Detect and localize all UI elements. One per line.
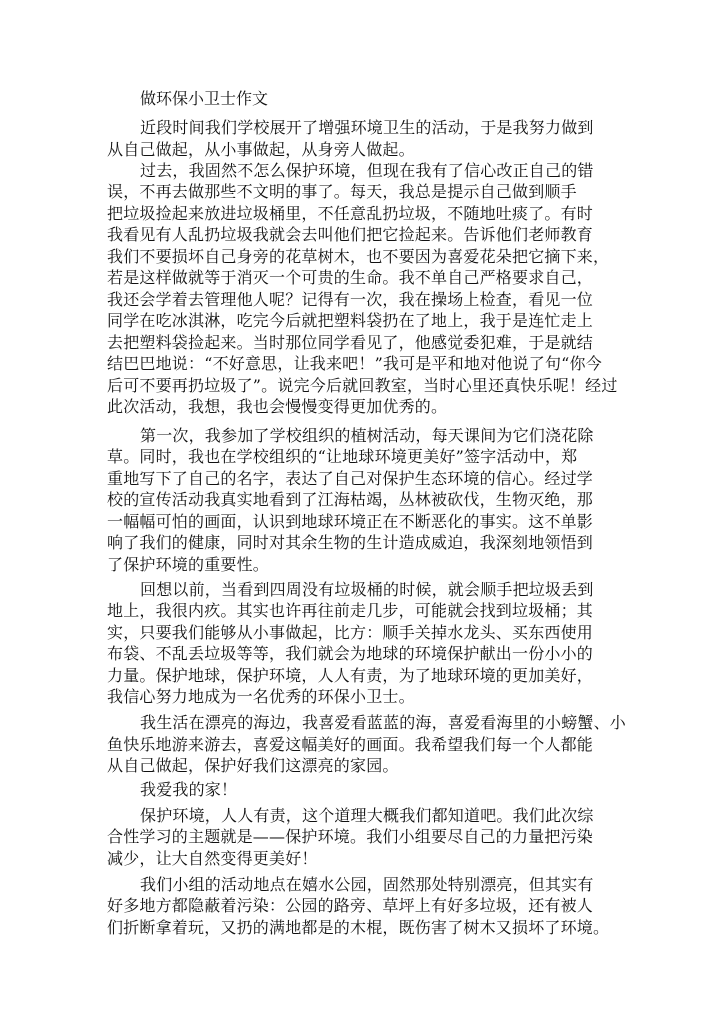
text-line: 同学在吃冰淇淋，吃完今后就把塑料袋扔在了地上，我于是连忙走上	[107, 311, 594, 330]
text-line: 第一次，我参加了学校组织的植树活动，每天课间为它们浇花除	[140, 426, 594, 445]
text-line: 把垃圾捡起来放进垃圾桶里，不任意乱扔垃圾，不随地吐痰了。有时	[107, 204, 594, 223]
text-line: 去把塑料袋捡起来。当时那位同学看见了，他感觉委犯难，于是就结	[107, 333, 594, 352]
text-line: 草。同时，我也在学校组织的“让地球环境更美好”签字活动中，郑	[107, 447, 578, 466]
text-line: 重地写下了自己的名字，表达了自己对保护生态环境的信心。经过学	[107, 469, 594, 488]
text-line: 近段时间我们学校展开了增强环境卫生的活动，于是我努力做到	[140, 118, 594, 137]
text-line: 从自己做起，从小事做起，从身旁人做起。	[107, 140, 415, 159]
text-line: 实，只要我们能够从小事做起，比方：顺手关掉水龙头、买东西使用	[107, 623, 594, 642]
text-line: 我还会学着去管理他人呢？记得有一次，我在操场上检查，看见一位	[107, 290, 594, 309]
text-line: 好多地方都隐蔽着污染：公园的路旁、草坪上有好多垃圾，还有被人	[107, 896, 594, 915]
text-line: 我生活在漂亮的海边，我喜爱看蓝蓝的海，喜爱看海里的小螃蟹、小	[140, 713, 627, 732]
text-line: 误，不再去做那些不文明的事了。每天，我总是提示自己做到顺手	[107, 182, 577, 201]
text-line: 从自己做起，保护好我们这漂亮的家园。	[107, 756, 399, 775]
text-line: 校的宣传活动我真实地看到了江海枯竭，丛林被砍伐，生物灭绝，那	[107, 490, 594, 509]
text-line: 若是这样做就等于消灭一个可贵的生命。我不单自己严格要求自己，	[107, 268, 594, 287]
text-line: 保护环境，人人有责，这个道理大概我们都知道吧。我们此次综	[140, 806, 594, 825]
text-line: 我信心努力地成为一名优秀的环保小卫士。	[107, 687, 415, 706]
text-line: 后可不要再扔垃圾了”。说完今后就回教室，当时心里还真快乐呢！经过	[107, 376, 618, 395]
text-line: 力量。保护地球，保护环境，人人有责，为了地球环境的更加美好，	[107, 666, 594, 685]
text-line: 们折断拿着玩，又扔的满地都是的木棍，既伤害了树木又损坏了环境。	[107, 918, 610, 937]
text-line: 一幅幅可怕的画面，认识到地球环境正在不断恶化的事实。这不单影	[107, 512, 594, 531]
text-line: 我们不要损坏自己身旁的花草树木，也不要因为喜爱花朵把它摘下来，	[107, 247, 610, 266]
text-line: 合性学习的主题就是——保护环境。我们小组要尽自己的力量把污染	[107, 827, 594, 846]
text-line: 回想以前，当看到四周没有垃圾桶的时候，就会顺手把垃圾丢到	[140, 580, 594, 599]
text-line: 我看见有人乱扔垃圾我就会去叫他们把它捡起来。告诉他们老师教育	[107, 225, 594, 244]
text-line: 我爱我的家！	[140, 780, 238, 799]
text-line: 此次活动，我想，我也会慢慢变得更加优秀的。	[107, 397, 448, 416]
text-line: 响了我们的健康，同时对其余生物的生计造成威迫，我深刻地领悟到	[107, 533, 594, 552]
text-line: 减少，让大自然变得更美好！	[107, 849, 318, 868]
text-line: 我们小组的活动地点在嬉水公园，固然那处特别漂亮，但其实有	[140, 875, 594, 894]
text-line: 布袋、不乱丢垃圾等等，我们就会为地球的环境保护献出一份小小的	[107, 644, 594, 663]
essay-title: 做环保小卫士作文	[140, 89, 269, 108]
text-line: 过去，我固然不怎么保护环境，但现在我有了信心改正自己的错	[140, 161, 594, 180]
text-line: 鱼快乐地游来游去，喜爱这幅美好的画面。我希望我们每一个人都能	[107, 735, 594, 754]
text-line: 地上，我很内疚。其实也许再往前走几步，可能就会找到垃圾桶；其	[107, 601, 594, 620]
text-line: 了保护环境的重要性。	[107, 555, 270, 574]
text-line: 结巴巴地说：“不好意思，让我来吧！”我可是平和地对他说了句“你今	[107, 354, 602, 373]
